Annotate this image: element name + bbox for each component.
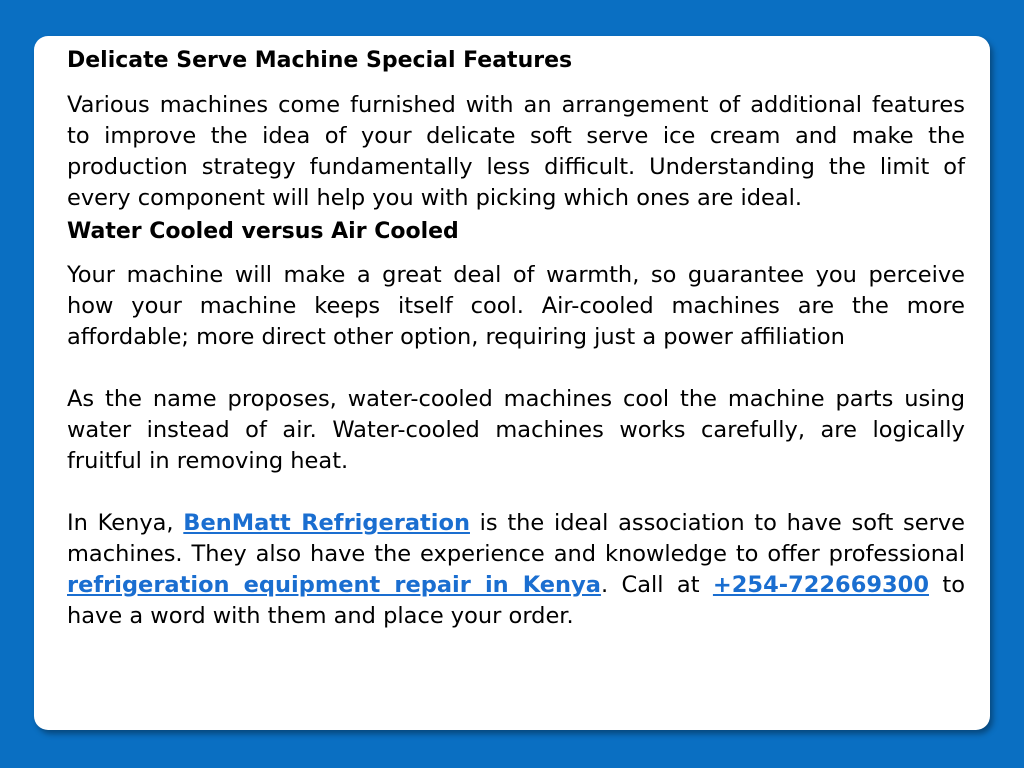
text-segment: In Kenya, bbox=[67, 510, 184, 536]
water-cooled-paragraph: As the name proposes, water-cooled machines cool the machine parts using water instead of air. Water-cooled machines works carefully, are logically fruitful in removing heat. bbox=[67, 386, 965, 474]
phone-number-link[interactable]: +254-722669300 bbox=[712, 572, 929, 598]
section-heading-features: Delicate Serve Machine Special Features bbox=[67, 48, 573, 73]
air-cooled-paragraph: Your machine will make a great deal of warmth, so guarantee you perceive how your machine keeps itself cool. Air-cooled machines are the more affordable; more direct other option, requiring just a power affiliation bbox=[67, 262, 965, 350]
section-heading-cooling: Water Cooled versus Air Cooled bbox=[67, 219, 459, 244]
kenya-contact-paragraph bbox=[67, 508, 965, 632]
features-paragraph: Various machines come furnished with an arrangement of additional features to improve the idea of your delicate soft serve ice cream and make the production strategy fundamentally less difficult. Understanding the limit of every component will help you with picking which ones are ideal. bbox=[67, 92, 965, 211]
refrigeration-repair-link[interactable]: refrigeration equipment repair in Kenya bbox=[67, 572, 601, 598]
text-segment: is the ideal association to have soft serve machines. They also have the experience and knowledge to offer professional bbox=[67, 510, 965, 567]
benmatt-refrigeration-link[interactable]: BenMatt Refrigeration bbox=[183, 510, 470, 536]
text-segment: . Call at bbox=[600, 572, 713, 598]
text-segment: to have a word with them and place your order. bbox=[67, 572, 965, 629]
content-card bbox=[34, 36, 990, 730]
